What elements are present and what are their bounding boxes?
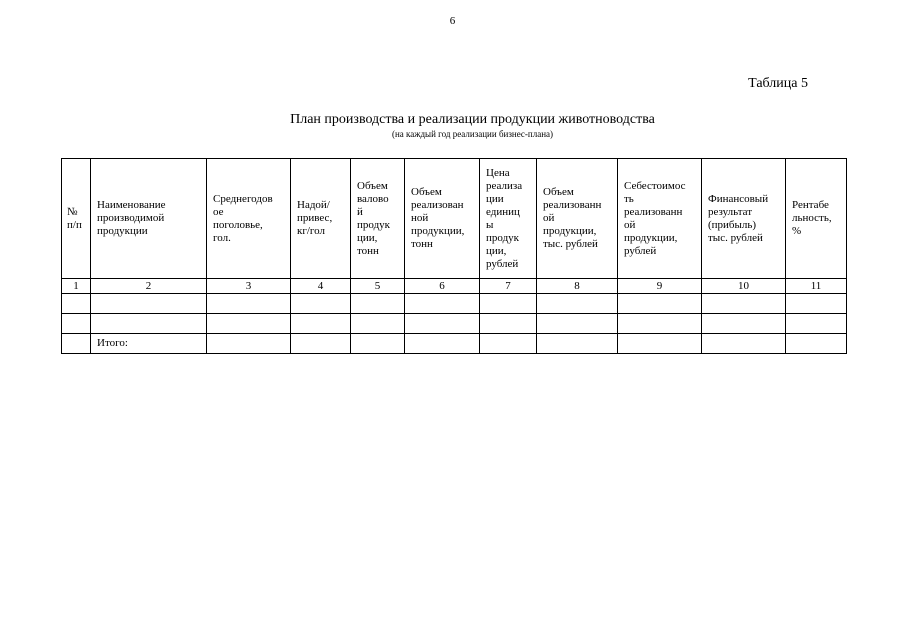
header-text-line: № bbox=[67, 205, 78, 218]
header-text-line: Финансовый bbox=[708, 192, 769, 205]
header-cell-product-name bbox=[91, 159, 207, 279]
column-number: 10 bbox=[702, 279, 786, 294]
table-cell bbox=[405, 294, 480, 314]
table-cell bbox=[480, 314, 537, 334]
table-cell bbox=[537, 294, 618, 314]
column-number-row bbox=[62, 279, 847, 294]
header-cell-number bbox=[62, 159, 91, 279]
table-cell bbox=[405, 314, 480, 334]
header-cell-cost bbox=[618, 159, 702, 279]
header-text-line: Среднегодов bbox=[213, 192, 273, 205]
table-cell bbox=[537, 334, 618, 354]
table-cell bbox=[351, 314, 405, 334]
header-text-line: ции, bbox=[357, 231, 378, 244]
header-text-line: Себестоимос bbox=[624, 179, 686, 192]
column-number: 5 bbox=[351, 279, 405, 294]
header-text-line: продукции, bbox=[624, 231, 678, 244]
header-text-line: продук bbox=[486, 231, 520, 244]
header-text-line: поголовье, bbox=[213, 218, 263, 231]
header-text-line: производимой bbox=[97, 212, 165, 224]
header-text-line: валово bbox=[357, 192, 389, 205]
production-plan-table bbox=[61, 158, 847, 354]
header-text-line: ть bbox=[624, 192, 634, 205]
table-cell bbox=[207, 334, 291, 354]
total-row bbox=[62, 334, 847, 354]
page-number: 6 bbox=[449, 15, 456, 27]
header-text-line: гол. bbox=[213, 231, 231, 244]
header-cell-sold-volume-rub bbox=[537, 159, 618, 279]
header-cell-sold-volume-tonnes bbox=[405, 159, 480, 279]
header-text-line: (прибыль) bbox=[708, 218, 757, 231]
column-number: 1 bbox=[62, 279, 91, 294]
column-number: 4 bbox=[291, 279, 351, 294]
header-text-line: ы bbox=[486, 218, 494, 231]
table-cell bbox=[291, 334, 351, 354]
table-cell bbox=[786, 314, 847, 334]
header-text-line: тыс. рублей bbox=[708, 231, 763, 244]
table-cell bbox=[62, 334, 91, 354]
column-number: 11 bbox=[786, 279, 847, 294]
header-text-line: ой bbox=[543, 212, 555, 224]
table-cell bbox=[207, 294, 291, 314]
header-text-line: результат bbox=[708, 205, 753, 218]
column-number: 3 bbox=[207, 279, 291, 294]
table-cell bbox=[291, 314, 351, 334]
table-row bbox=[62, 294, 847, 314]
header-text-line: ции bbox=[486, 192, 504, 205]
header-text-line: продук bbox=[357, 218, 391, 231]
header-text-line: продукции, bbox=[543, 225, 597, 237]
header-text-line: продукции bbox=[97, 225, 148, 237]
header-text-line: реализованн bbox=[543, 199, 602, 211]
header-text-line: рублей bbox=[486, 257, 519, 270]
table-cell bbox=[618, 334, 702, 354]
table-cell bbox=[291, 294, 351, 314]
table-cell bbox=[351, 294, 405, 314]
header-text-line: реализованн bbox=[624, 205, 683, 218]
table-cell bbox=[786, 334, 847, 354]
header-text-line: реализован bbox=[411, 199, 464, 211]
column-number: 9 bbox=[618, 279, 702, 294]
header-text-line: тонн bbox=[411, 238, 433, 250]
header-text-line: Цена bbox=[486, 166, 510, 179]
header-text-line: продукции, bbox=[411, 225, 465, 237]
header-text-line: реализа bbox=[486, 179, 523, 192]
document-title: План производства и реализации продукции животноводства bbox=[290, 112, 655, 127]
table-cell bbox=[480, 294, 537, 314]
column-number: 7 bbox=[480, 279, 537, 294]
header-text-line: ой bbox=[624, 218, 636, 231]
table-row bbox=[62, 314, 847, 334]
header-text-line: привес, bbox=[297, 212, 333, 224]
header-text-line: % bbox=[792, 225, 802, 237]
table-cell bbox=[62, 294, 91, 314]
header-text-line: тыс. рублей bbox=[543, 238, 598, 250]
header-text-line: Рентабе bbox=[792, 199, 829, 211]
table-cell bbox=[702, 294, 786, 314]
column-number: 8 bbox=[537, 279, 618, 294]
header-cell-avg-headcount bbox=[207, 159, 291, 279]
total-label: Итого: bbox=[91, 334, 207, 354]
table-cell bbox=[480, 334, 537, 354]
table-cell bbox=[62, 314, 91, 334]
header-text-line: Наименование bbox=[97, 199, 166, 211]
table-label: Таблица 5 bbox=[748, 76, 808, 91]
column-number: 2 bbox=[91, 279, 207, 294]
table-cell bbox=[618, 314, 702, 334]
header-cell-profitability bbox=[786, 159, 847, 279]
table-cell bbox=[618, 294, 702, 314]
document-subtitle: (на каждый год реализации бизнес-плана) bbox=[391, 129, 554, 139]
header-text-line: тонн bbox=[357, 244, 379, 257]
table-cell bbox=[702, 314, 786, 334]
table-cell bbox=[91, 314, 207, 334]
header-cell-gross-output bbox=[351, 159, 405, 279]
header-text-line: ции, bbox=[486, 244, 507, 257]
header-text-line: Надой/ bbox=[297, 199, 330, 211]
header-text-line: Объем bbox=[411, 186, 442, 198]
header-text-line: рублей bbox=[624, 244, 657, 257]
header-text-line: льность, bbox=[792, 212, 832, 224]
header-row bbox=[62, 159, 847, 279]
header-cell-yield bbox=[291, 159, 351, 279]
header-text-line: Объем bbox=[543, 186, 574, 198]
header-cell-financial-result bbox=[702, 159, 786, 279]
table-cell bbox=[702, 334, 786, 354]
column-number: 6 bbox=[405, 279, 480, 294]
table-cell bbox=[786, 294, 847, 314]
table-cell bbox=[537, 314, 618, 334]
table-cell bbox=[351, 334, 405, 354]
table-cell bbox=[405, 334, 480, 354]
header-text-line: ое bbox=[213, 205, 224, 218]
header-text-line: единиц bbox=[486, 205, 520, 218]
header-text-line: кг/гол bbox=[297, 225, 325, 237]
header-text-line: Объем bbox=[357, 179, 388, 192]
header-text-line: й bbox=[357, 205, 363, 218]
header-text-line: ной bbox=[411, 212, 429, 224]
header-text-line: п/п bbox=[67, 218, 82, 231]
header-cell-unit-price bbox=[480, 159, 537, 279]
table-cell bbox=[207, 314, 291, 334]
table-cell bbox=[91, 294, 207, 314]
